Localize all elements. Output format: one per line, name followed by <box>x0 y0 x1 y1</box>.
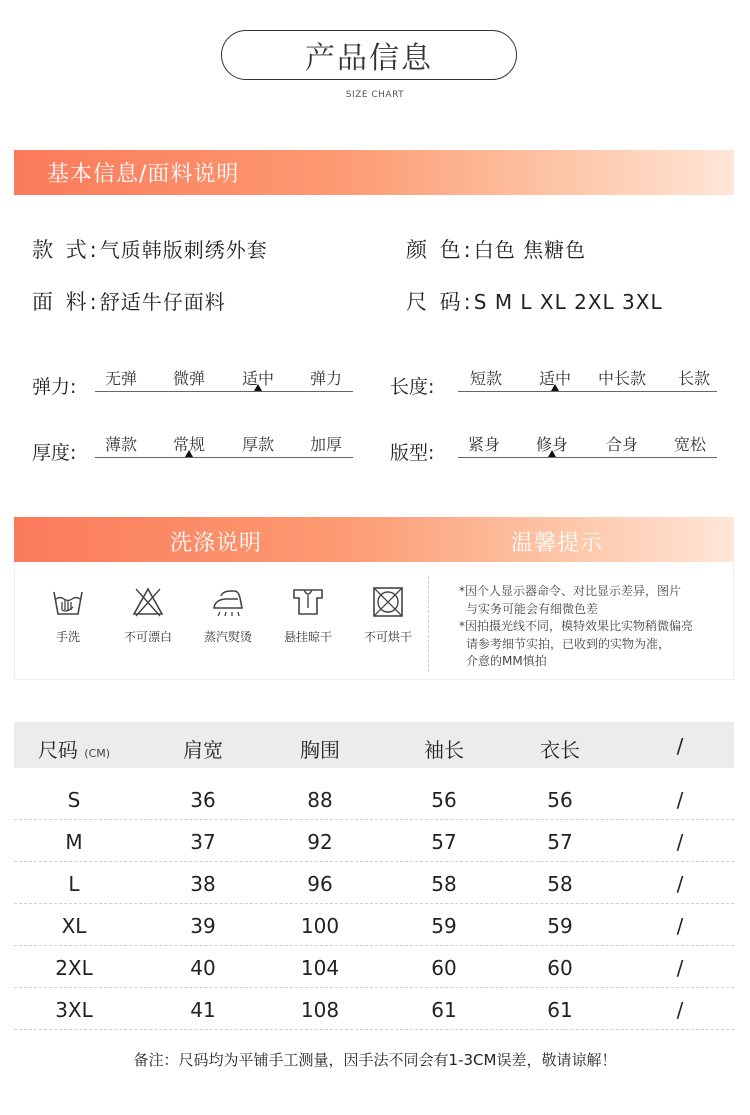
note-line: *因拍摄光线不同，模特效果比实物稍微偏亮 <box>459 619 694 633</box>
scale-line <box>458 457 717 458</box>
table-cell: 37 <box>190 830 216 854</box>
page-title <box>221 30 517 80</box>
fabric-value: 舒适牛仔面料 <box>99 290 226 314</box>
table-cell: / <box>676 914 684 938</box>
size-label: 尺 码: <box>406 290 474 314</box>
table-cell: L <box>68 872 80 896</box>
no-bleach-icon <box>108 586 188 618</box>
table-cell: 59 <box>431 914 457 938</box>
note-line: *因个人显示器命令、对比显示差异，图片 <box>459 584 682 598</box>
table-cell: / <box>676 956 684 980</box>
scale-option: 适中 <box>241 369 275 388</box>
style-label: 款 式: <box>32 238 100 262</box>
table-cell: 96 <box>307 872 333 896</box>
table-row <box>14 987 734 1030</box>
table-cell: 60 <box>431 956 457 980</box>
care-item-hand-wash <box>28 586 108 645</box>
table-cell: 41 <box>190 998 216 1022</box>
selected-marker-icon <box>551 384 559 391</box>
table-row <box>14 777 734 820</box>
selected-marker-icon <box>548 450 556 457</box>
scale-option: 长款 <box>677 369 711 388</box>
size-table-header <box>14 722 734 768</box>
header-sleeve: 袖长 <box>424 738 464 762</box>
scale-label: 厚度: <box>32 442 77 464</box>
table-cell: 58 <box>431 872 457 896</box>
table-cell: 56 <box>431 788 457 812</box>
page-subtitle: SIZE CHART <box>345 90 405 100</box>
scale-line <box>458 391 717 392</box>
care-item-hang-dry <box>268 586 348 645</box>
header-bust: 胸围 <box>300 738 340 762</box>
care-item-no-tumble-dry <box>348 586 428 645</box>
scale-label: 版型: <box>390 442 435 464</box>
hand-wash-icon <box>28 586 108 618</box>
table-cell: 100 <box>300 914 340 938</box>
scale-option: 合身 <box>605 435 639 454</box>
no-tumble-dry-icon <box>348 586 428 618</box>
table-cell: 38 <box>190 872 216 896</box>
wash-instructions-title: 洗涤说明 <box>170 531 263 556</box>
scale-track <box>458 432 717 458</box>
care-item-no-bleach <box>108 586 188 645</box>
color-label: 颜 色: <box>406 238 474 262</box>
table-cell: 59 <box>547 914 573 938</box>
header-shoulder: 肩宽 <box>183 738 223 762</box>
scale-option: 薄款 <box>104 435 138 454</box>
header-size: 尺码 (CM) <box>37 738 111 762</box>
table-cell: 92 <box>307 830 333 854</box>
table-cell: 36 <box>190 788 216 812</box>
scale-option: 适中 <box>538 369 572 388</box>
color-value: 白色 焦糖色 <box>473 238 587 262</box>
scale-option: 宽松 <box>673 435 707 454</box>
size-line <box>406 286 663 316</box>
table-cell: 56 <box>547 788 573 812</box>
hang-dry-icon <box>268 586 348 618</box>
table-cell: / <box>676 788 684 812</box>
scale-track <box>458 366 717 392</box>
care-caption: 不可漂白 <box>123 630 172 644</box>
scale-label: 弹力: <box>32 376 77 398</box>
table-row <box>14 903 734 946</box>
table-cell: 58 <box>547 872 573 896</box>
basic-info-banner-text: 基本信息/面料说明 <box>47 162 240 187</box>
care-caption: 不可烘干 <box>363 630 412 644</box>
note-line: 与实务可能会有细微色差 <box>466 601 599 616</box>
scale-option: 修身 <box>535 435 569 454</box>
style-value: 气质韩版刺绣外套 <box>99 238 268 262</box>
scale-track <box>95 366 353 392</box>
table-cell: S <box>67 788 81 812</box>
care-divider <box>428 576 429 672</box>
scale-option: 厚款 <box>241 435 275 454</box>
table-cell: 61 <box>547 998 573 1022</box>
scale-option: 常规 <box>172 435 206 454</box>
scale-line <box>95 391 353 392</box>
table-cell: 88 <box>307 788 333 812</box>
scale-option: 微弹 <box>172 369 206 388</box>
table-cell: XL <box>61 914 87 938</box>
table-cell: 57 <box>547 830 573 854</box>
fabric-line <box>32 286 226 316</box>
scale-option: 弹力 <box>309 369 343 388</box>
note-line: 请参考细节实拍，已收到的实物为准， <box>466 636 671 651</box>
selected-marker-icon <box>254 384 262 391</box>
care-banner <box>14 517 734 562</box>
table-cell: 2XL <box>55 956 93 980</box>
table-cell: 60 <box>547 956 573 980</box>
basic-info-banner <box>14 150 734 195</box>
care-caption: 手洗 <box>55 630 80 644</box>
scale-line <box>95 457 353 458</box>
table-row <box>14 861 734 904</box>
style-line <box>32 234 268 264</box>
color-line <box>406 234 586 264</box>
header-length: 衣长 <box>540 738 580 762</box>
table-cell: / <box>676 998 684 1022</box>
table-row <box>14 819 734 862</box>
note-line: 介意的MM慎拍 <box>466 654 547 668</box>
fabric-label: 面 料: <box>32 290 100 314</box>
selected-marker-icon <box>185 450 193 457</box>
table-row <box>14 945 734 988</box>
table-cell: 3XL <box>55 998 93 1022</box>
scale-option: 紧身 <box>467 435 501 454</box>
scale-label: 长度: <box>390 376 435 398</box>
table-cell: 57 <box>431 830 457 854</box>
care-caption: 蒸汽熨烫 <box>203 630 252 644</box>
table-cell: 108 <box>300 998 340 1022</box>
table-cell: 39 <box>190 914 216 938</box>
scale-track <box>95 432 353 458</box>
care-item-steam-iron <box>188 586 268 645</box>
scale-option: 短款 <box>469 369 503 388</box>
scale-option: 加厚 <box>309 435 343 454</box>
footnote: 备注：尺码均为平铺手工测量，因手法不同会有1-3CM误差，敬请谅解！ <box>133 1051 617 1069</box>
scale-option: 无弹 <box>104 369 138 388</box>
size-value: S M L XL 2XL 3XL <box>473 290 663 314</box>
table-cell: 61 <box>431 998 457 1022</box>
scale-option: 中长款 <box>597 369 647 388</box>
table-cell: M <box>65 830 83 854</box>
table-cell: 104 <box>300 956 340 980</box>
table-cell: 40 <box>190 956 216 980</box>
steam-iron-icon <box>188 586 268 618</box>
table-cell: / <box>676 872 684 896</box>
unit-label: (CM) <box>84 747 111 760</box>
warm-tips-notes <box>459 583 734 671</box>
header-extra: / <box>676 734 684 758</box>
page-title-text: 产品信息 <box>305 41 433 76</box>
warm-tips-title: 温馨提示 <box>511 531 604 556</box>
table-cell: / <box>676 830 684 854</box>
care-caption: 悬挂晾干 <box>283 630 332 644</box>
